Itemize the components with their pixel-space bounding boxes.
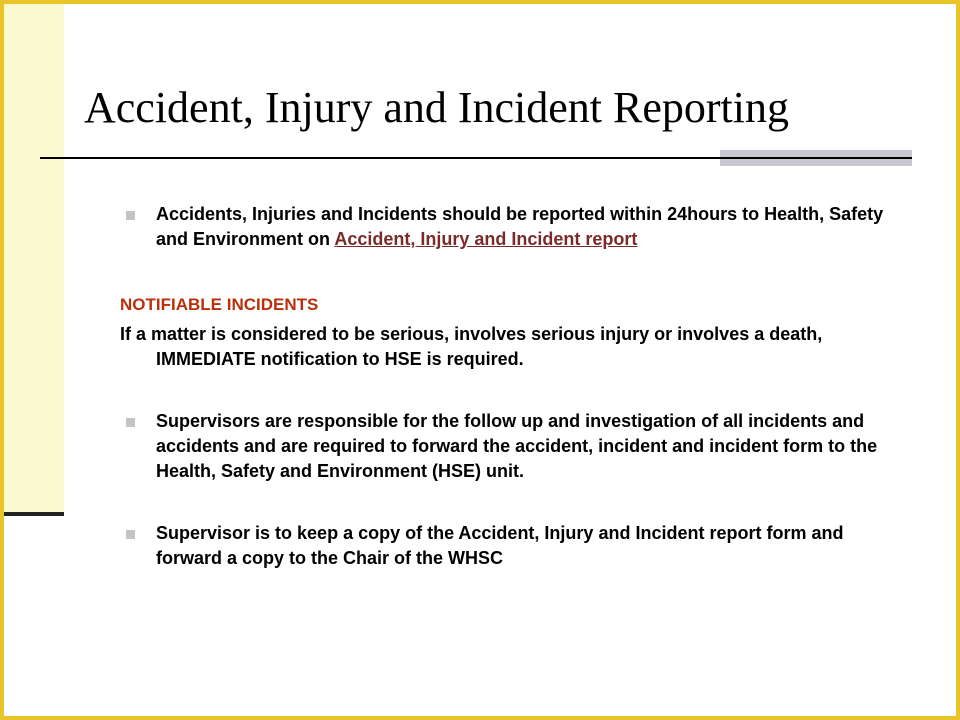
bullet-keep-copy xyxy=(120,521,910,571)
square-bullet-icon xyxy=(126,530,135,539)
square-bullet-icon xyxy=(126,211,135,220)
square-bullet-icon xyxy=(126,418,135,427)
bullet-text: Supervisor is to keep a copy of the Accident, Injury and Incident report form and forward a copy to the Chair of the WHSC xyxy=(156,523,844,568)
left-band-rule xyxy=(4,512,64,516)
slide-title: Accident, Injury and Incident Reporting xyxy=(84,83,790,132)
bullet-text: Accidents, Injuries and Incidents should be reported within 24hours to Health, Safety and Environment on xyxy=(156,204,884,249)
title-rule xyxy=(40,157,912,159)
left-decorative-band xyxy=(4,4,64,514)
notifiable-incidents-heading: NOTIFIABLE INCIDENTS xyxy=(120,295,319,314)
bullet-supervisors-responsible xyxy=(120,409,910,484)
bullet-text: Supervisors are responsible for the follow up and investigation of all incidents and accidents and are required to forward the accident, incident and incident form to the Health, Safety and Environment (HSE) unit. xyxy=(156,411,878,481)
report-form-link[interactable]: Accident, Injury and Incident report xyxy=(334,229,638,249)
notifiable-incidents-text: If a matter is considered to be serious, involves serious injury or involves a death, IMMEDIATE notification to HSE is required. xyxy=(120,324,823,369)
slide xyxy=(4,4,956,716)
slide-content xyxy=(120,202,910,571)
bullet-report-within-24hours xyxy=(120,202,910,252)
